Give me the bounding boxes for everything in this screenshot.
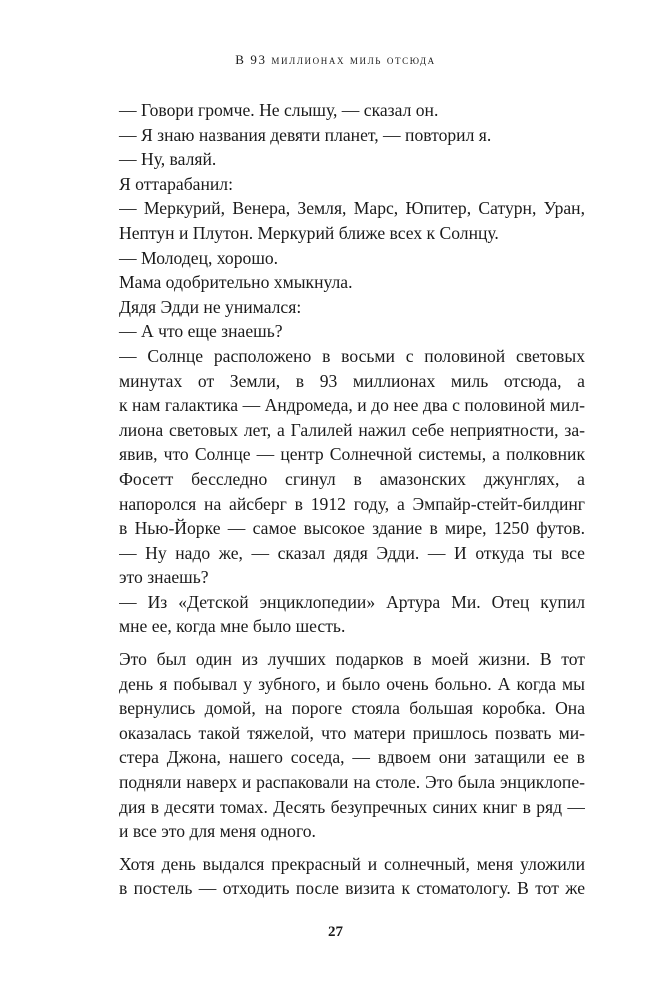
running-head: В 93 миллионах миль отсюда (235, 52, 436, 67)
page-number: 27 (328, 924, 343, 940)
text-line: оказалась такой тяжелой, что матери пришлось позвать ми- (119, 722, 585, 743)
text-line: — Я знаю названия девяти планет, — повторил я. (119, 124, 492, 145)
text-line: явив, что Солнце — центр Солнечной системы, а полковник (119, 444, 585, 465)
text-line: — Солнце расположено в восьми с половиной световых (119, 345, 585, 366)
paragraph-gap (119, 844, 585, 852)
text-line: в Нью-Йорке — самое высокое здание в мире, 1250 футов. (119, 518, 585, 539)
text-line: — Молодец, хорошо. (119, 247, 279, 268)
text-line: дия в десяти томах. Десять безупречных синих книг в ряд — (119, 796, 585, 817)
text-line: Нептун и Плутон. Меркурий ближе всех к Солнцу. (119, 222, 499, 243)
text-line: — Меркурий, Венера, Земля, Марс, Юпитер, Сатурн, Уран, (119, 198, 585, 219)
text-line: подняли наверх и распаковали на столе. Это была энциклопе- (119, 772, 585, 793)
text-line: — Из «Детской энциклопедии» Артура Ми. Отец купил (119, 591, 585, 612)
text-line: — А что еще знаешь? (119, 321, 283, 342)
text-line: — Ну, валяй. (119, 149, 217, 170)
text-line: — Говори громче. Не слышу, — сказал он. (119, 100, 439, 120)
paragraph-gap (119, 639, 585, 647)
text-line: к нам галактика — Андромеда, и до нее два с половиной мил- (119, 395, 585, 416)
text-line: минутах от Земли, в 93 миллионах миль отсюда, а (119, 370, 585, 391)
text-line: стера Джона, нашего соседа, — вдвоем они затащили ее в (119, 747, 585, 768)
text-line: это знаешь? (119, 567, 209, 588)
text-line: — Ну надо же, — сказал дядя Эдди. — И откуда ты все (119, 542, 585, 563)
text-line: вернулись домой, на пороге стояла большая коробка. Она (119, 698, 585, 719)
text-line: Мама одобрительно хмыкнула. (119, 272, 353, 293)
text-line: напоролся на айсберг в 1912 году, а Эмпайр-стейт-билдинг (119, 493, 585, 514)
text-line: Дядя Эдди не унимался: (119, 296, 302, 317)
text-line: Я оттарабанил: (119, 173, 233, 194)
text-line: Фосетт бесследно сгинул в амазонских джунглях, а (119, 468, 585, 489)
text-line: в постель — отходить после визита к стоматологу. В тот же (119, 878, 585, 899)
body-text (119, 98, 585, 901)
text-line: и все это для меня одного. (119, 821, 316, 842)
text-line: день я побывал у зубного, и было очень больно. А когда мы (119, 673, 585, 694)
text-line: мне ее, когда мне было шесть. (119, 616, 346, 637)
text-line: Это был один из лучших подарков в моей жизни. В тот (119, 649, 585, 670)
text-line: лиона световых лет, а Галилей нажил себе неприятности, за- (119, 419, 585, 440)
text-line: Хотя день выдался прекрасный и солнечный, меня уложили (119, 853, 585, 874)
